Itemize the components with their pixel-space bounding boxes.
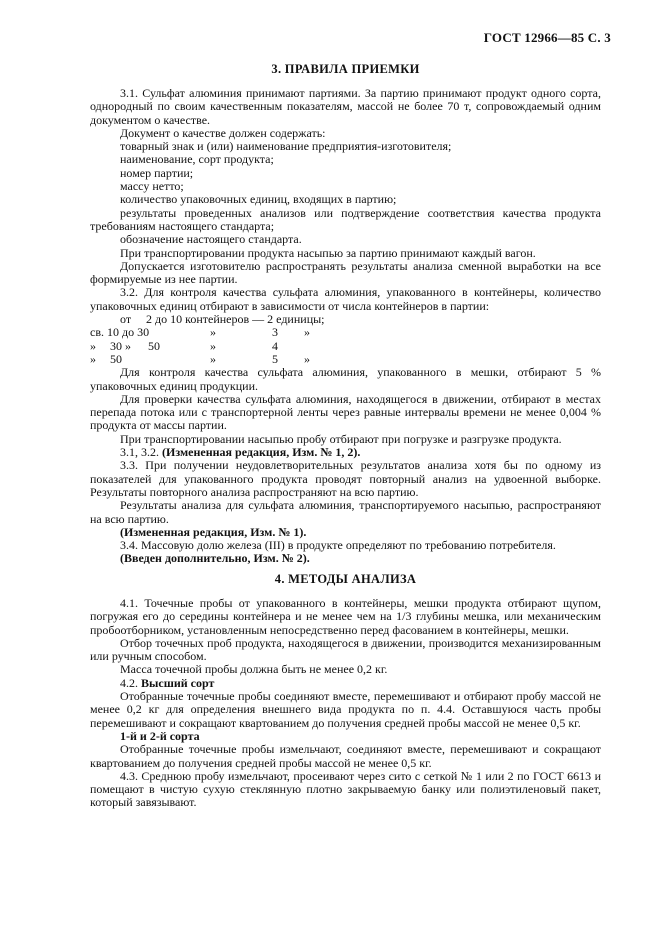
container-cell: » <box>90 338 96 353</box>
para-wagon: При транспортировании продукта насыпью за партию принимают каждый вагон. <box>120 245 536 260</box>
para-3-2: 3.2. Для контроля качества сульфата алюминия, упакованного в контейнеры, количество упаковочных единиц отбирают в зависимости от числа контейнеров в партии: <box>90 285 601 313</box>
container-cell: 30 » <box>110 338 131 353</box>
grade-1-2-heading: 1-й и 2-й сорта <box>120 728 200 743</box>
doc-item: результаты проведенных анализов или подтверждение соответствия качества продукта требованиям настоящего стандарта; <box>90 205 601 233</box>
para-results: Результаты анализа для сульфата алюминия, транспортируемого насыпью, распространяют на всю партию. <box>90 498 601 526</box>
section-4-body <box>90 597 601 810</box>
doc-item: номер партии; <box>120 165 194 180</box>
para-moving: Для проверки качества сульфата алюминия, находящегося в движении, отбирают в местах перепада потока или с транспортерной ленты через равные интервалы времени не менее 0,004 % продукта от массы партии. <box>90 391 601 433</box>
doc-intro: Документ о качестве должен содержать: <box>120 125 326 140</box>
note-3-1-3-2 <box>90 446 601 459</box>
container-cell: 2 до 10 контейнеров — 2 единицы; <box>146 312 325 327</box>
page-header: ГОСТ 12966—85 С. 3 <box>483 30 611 45</box>
container-cell: 5 <box>272 351 278 366</box>
container-cell: » <box>304 325 310 340</box>
doc-item: наименование, сорт продукта; <box>120 152 274 167</box>
doc-item: количество упаковочных единиц, входящих в партию; <box>120 192 397 207</box>
container-cell: » <box>210 351 216 366</box>
container-cell: 4 <box>272 338 278 353</box>
note-added-2: (Введен дополнительно, Изм. № 2). <box>120 551 310 566</box>
container-cell: » <box>210 338 216 353</box>
para-3-3: 3.3. При получении неудовлетворительных результатов анализа хотя бы по одному из показателей для упакованного продукта проводят повторный анализ на удвоенной выборке. Результаты повторного анализа распространяют на всю партию. <box>90 458 601 499</box>
container-row <box>90 351 601 366</box>
doc-item: товарный знак и (или) наименование предприятия-изготовителя; <box>120 139 452 154</box>
para-mass: Масса точечной пробы должна быть не менее 0,2 кг. <box>120 662 388 677</box>
section-4-title: 4. МЕТОДЫ АНАЛИЗА <box>274 572 417 586</box>
para-4-1: 4.1. Точечные пробы от упакованного в контейнеры, мешки продукта отбирают щупом, погружая его до середины контейнера и не менее чем на 1/3 глубины мешка, или механическим пробоотборником, установленным непосредственно перед фасованием в контейнеры, мешки. <box>90 596 601 637</box>
section-3-body <box>90 87 601 566</box>
note-bold: (Измененная редакция, Изм. № 1, 2). <box>162 445 361 460</box>
container-cell: 50 <box>110 351 122 366</box>
container-cell: 3 <box>272 325 278 340</box>
container-cell: 50 <box>148 338 160 353</box>
doc-item: обозначение настоящего стандарта. <box>120 232 302 247</box>
container-row <box>90 325 601 340</box>
para-4-2-number: 4.2. <box>120 675 141 690</box>
container-cell: от <box>120 312 132 327</box>
para-4-3: 4.3. Среднюю пробу измельчают, просеивают через сито с сеткой № 1 или 2 по ГОСТ 6613 и помещают в чистую сухую стеклянную плотно закрываемую банку или полиэтиленовый пакет, который завязывают. <box>90 768 601 810</box>
note-prefix: 3.1, 3.2. <box>120 445 162 460</box>
para-4-2-text: Отобранные точечные пробы соединяют вместе, перемешивают и отбирают пробу массой не менее 0,2 кг для определения внешнего вида продукта по п. 4.4. Оставшуюся часть пробы перемешивают и сокращают квартованием до получения средней пробы массой не менее 0,5 кг. <box>90 689 601 730</box>
grade-top-heading: Высший сорт <box>141 675 215 690</box>
para-bulk: При транспортировании насыпью пробу отбирают при погрузке и разгрузке продукта. <box>120 431 562 446</box>
container-cell: » <box>90 351 96 366</box>
doc-item: массу нетто; <box>120 179 184 194</box>
container-row <box>90 338 601 353</box>
note-rev-1: (Измененная редакция, Изм. № 1). <box>120 524 307 539</box>
grade-1-2-text: Отобранные точечные пробы измельчают, соединяют вместе, перемешивают и сокращают квартованием до получения средней пробы массой не менее 0,5 кг. <box>90 742 601 770</box>
container-cell: » <box>304 351 310 366</box>
section-3-title: 3. ПРАВИЛА ПРИЕМКИ <box>271 62 420 76</box>
para-selection: Отбор точечных проб продукта, находящегося в движении, производится механизированным или ручным способом. <box>90 635 601 664</box>
para-4-2-heading <box>90 677 601 690</box>
para-allow: Допускается изготовителю распространять результаты анализа сменной выработки на все формируемые из нее партии. <box>90 258 601 287</box>
container-cell: » <box>210 325 216 340</box>
container-cell: св. 10 до 30 <box>90 325 150 340</box>
para-bags: Для контроля качества сульфата алюминия, упакованного в мешки, отбирают 5 % упаковочных единиц продукции. <box>90 365 601 393</box>
para-3-1: 3.1. Сульфат алюминия принимают партиями. За партию принимают продукт одного сорта, однородный по своим качественным показателям, массой не более 70 т, сопровождаемый одним документом о качестве. <box>90 86 601 127</box>
para-3-4: 3.4. Массовую долю железа (III) в продукте определяют по требованию потребителя. <box>120 538 556 553</box>
container-row <box>120 313 601 326</box>
